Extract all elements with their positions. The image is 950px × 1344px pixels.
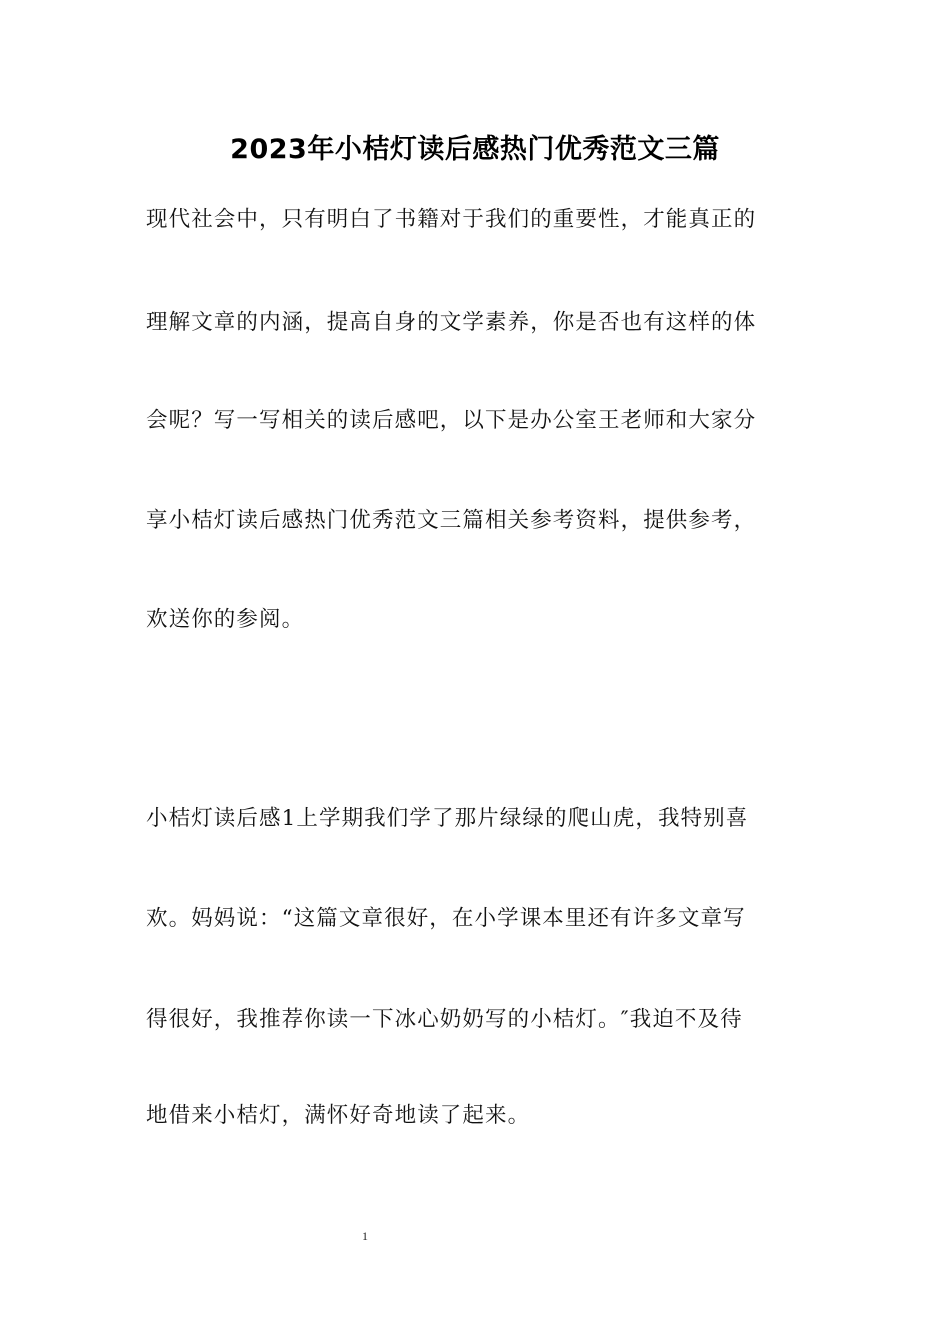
document-title: 2023年小桔灯读后感热门优秀范文三篇	[230, 134, 720, 165]
intro-line-4: 享小桔灯读后感热门优秀范文三篇相关参考资料，提供参考，	[146, 508, 757, 533]
intro-line-1: 现代社会中，只有明白了书籍对于我们的重要性，才能真正的	[146, 207, 757, 232]
intro-line-2: 理解文章的内涵，提高自身的文学素养，你是否也有这样的体	[146, 310, 757, 335]
essay-line-3: 得很好，我推荐你读一下冰心奶奶写的小桔灯。″我迫不及待	[146, 1007, 743, 1032]
intro-line-5: 欢送你的参阅。	[146, 607, 305, 632]
page-number: 1	[362, 1229, 368, 1243]
intro-line-3: 会呢？写一写相关的读后感吧，以下是办公室王老师和大家分	[146, 408, 757, 433]
essay-line-4: 地借来小桔灯，满怀好奇地读了起来。	[146, 1103, 531, 1128]
essay-line-1: 小桔灯读后感1上学期我们学了那片绿绿的爬山虎，我特别喜	[146, 806, 749, 831]
essay-line-2: 欢。妈妈说：“这篇文章很好，在小学课本里还有许多文章写	[146, 906, 746, 931]
